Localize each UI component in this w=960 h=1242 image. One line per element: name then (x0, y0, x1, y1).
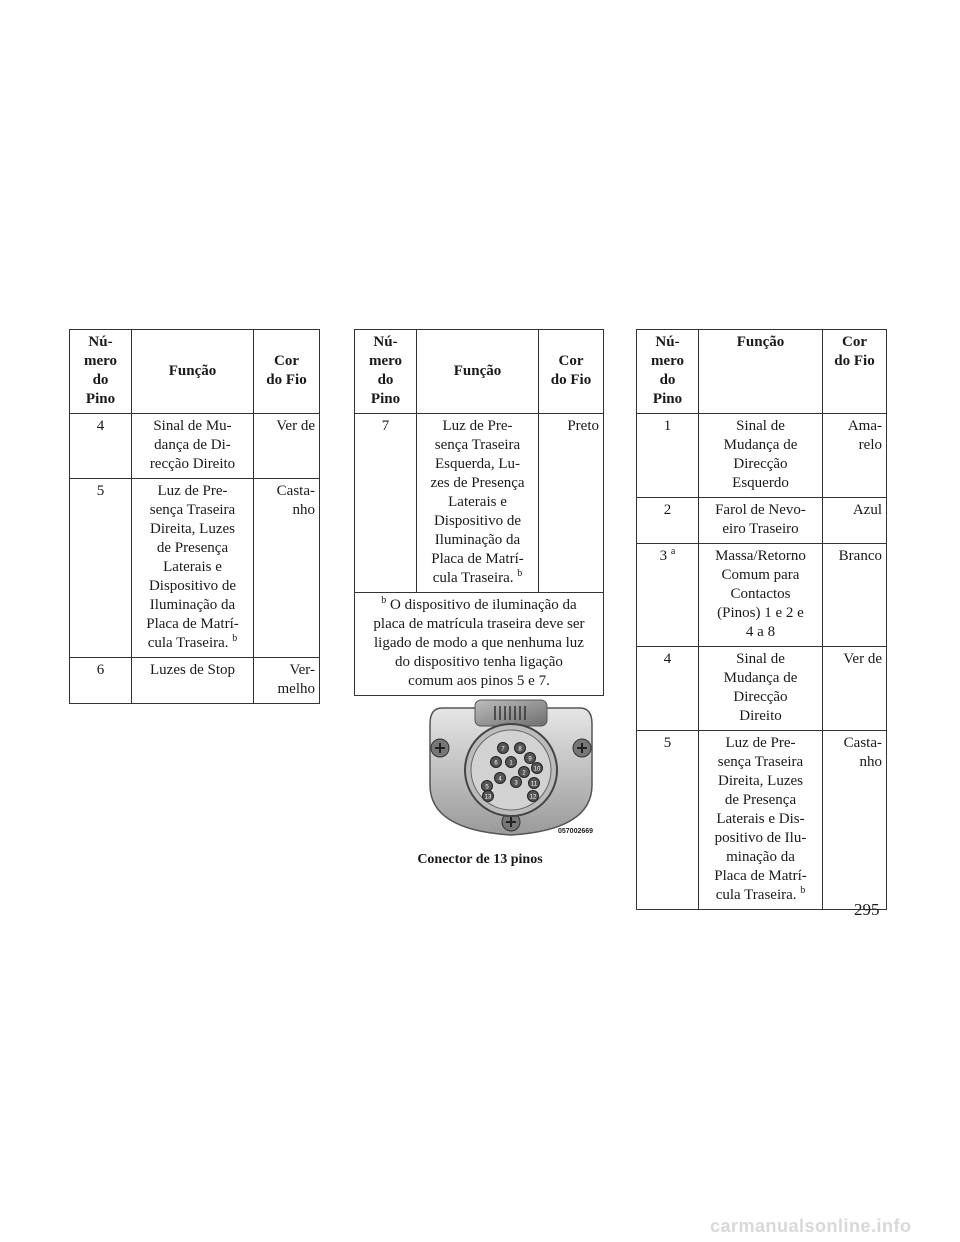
connector-pin-label: 4 (498, 776, 502, 783)
pin-number: 7 (355, 414, 417, 593)
pin-function: Luz de Pre- sença Traseira Esquerda, Lu- zes de Presença Laterais e Dispositivo de Iluminação da Placa de Matrí- cula Traseira. (430, 418, 525, 586)
connector-pin-label: 2 (522, 770, 526, 777)
header-wire-color: Cor do Fio (539, 330, 604, 414)
connector-pin-label: 9 (528, 756, 532, 763)
connector-pin-label: 6 (494, 760, 498, 767)
header-pin-number: Nú- mero do Pino (637, 330, 699, 414)
pin-table-1 (69, 329, 320, 704)
footnote-ref: a (670, 546, 676, 557)
header-wire-color: Cor do Fio (254, 330, 320, 414)
pin-number: 5 (637, 731, 699, 910)
pin-function-cell (699, 731, 823, 910)
wire-color: Casta- nho (254, 479, 320, 658)
pin-function: Sinal de Mudança de Direcção Esquerdo (699, 414, 823, 498)
wire-color: Ver de (823, 647, 887, 731)
footnote-text: O dispositivo de iluminação da placa de matrícula traseira deve ser ligado de modo a que nenhuma luz do dispositivo tenha ligação comum aos pinos 5 e 7. (373, 597, 585, 689)
pin-function: Luz de Pre- sença Traseira Direita, Luzes de Presença Laterais e Dispositivo de Iluminação da Placa de Matrí- cula Traseira. (146, 483, 239, 651)
table-row (70, 414, 320, 479)
connector-pin-label: 1 (509, 760, 513, 767)
pin-function: Massa/Retorno Comum para Contactos (Pinos) 1 e 2 e 4 a 8 (699, 544, 823, 647)
pin-number: 3 (659, 548, 668, 564)
pin-number: 2 (637, 498, 699, 544)
pin-table-3 (636, 329, 887, 910)
table-header-row (355, 330, 604, 414)
header-function: Função (132, 330, 254, 414)
pin-number-cell (637, 544, 699, 647)
footnote-marker: b (381, 595, 387, 606)
wire-color: Preto (539, 414, 604, 593)
table-header-row (70, 330, 320, 414)
footer-watermark: carmanualsonline.info (710, 1216, 912, 1236)
table-row (637, 414, 887, 498)
table-row (637, 647, 887, 731)
pin-function: Sinal de Mudança de Direcção Direito (699, 647, 823, 731)
footnote (355, 593, 604, 696)
table-row (355, 414, 604, 593)
figure-caption: Conector de 13 pinos (417, 852, 543, 867)
header-function: Função (699, 330, 823, 414)
connector-pin-label: 5 (485, 784, 489, 791)
pin-function-cell (417, 414, 539, 593)
wire-color: Casta- nho (823, 731, 887, 910)
footnote-ref: b (517, 568, 523, 579)
connector-pin-label: 8 (518, 746, 522, 753)
pin-function: Luz de Pre- sença Traseira Direita, Luzes de Presença Laterais e Dis- positivo de Ilu- minação da Placa de Matrí- cula Traseira. (714, 735, 807, 903)
pin-table-2 (354, 329, 604, 696)
header-pin-number: Nú- mero do Pino (70, 330, 132, 414)
page-number: 295 (854, 900, 880, 919)
table-row (637, 731, 887, 910)
figure-code: 057002669 (558, 828, 594, 835)
pin-number: 5 (70, 479, 132, 658)
pin-function: Luzes de Stop (132, 658, 254, 704)
pin-number: 6 (70, 658, 132, 704)
wire-color: Ama- relo (823, 414, 887, 498)
table-row (70, 658, 320, 704)
header-pin-number: Nú- mero do Pino (355, 330, 417, 414)
pin-function: Farol de Nevo- eiro Traseiro (699, 498, 823, 544)
connector-pin-label: 7 (501, 746, 505, 753)
pin-number: 4 (70, 414, 132, 479)
footnote-row (355, 593, 604, 696)
header-function: Função (417, 330, 539, 414)
pin-function-cell (132, 479, 254, 658)
pin-function: Sinal de Mu- dança de Di- recção Direito (132, 414, 254, 479)
wire-color: Ver de (254, 414, 320, 479)
connector-pin-label: 13 (484, 794, 492, 801)
connector-13-pin-illustration (420, 690, 602, 840)
wire-color: Branco (823, 544, 887, 647)
wire-color: Azul (823, 498, 887, 544)
pin-number: 1 (637, 414, 699, 498)
table-row (637, 498, 887, 544)
table-header-row (637, 330, 887, 414)
header-wire-color: Cor do Fio (823, 330, 887, 414)
connector-cover-hinge (475, 700, 547, 726)
connector-pin-label: 3 (514, 780, 518, 787)
pin-number: 4 (637, 647, 699, 731)
connector-pin-label: 10 (533, 766, 541, 773)
hinge-grille (495, 706, 525, 720)
wire-color: Ver- melho (254, 658, 320, 704)
table-row (637, 544, 887, 647)
table-row (70, 479, 320, 658)
connector-pin-label: 12 (529, 794, 537, 801)
connector-pin-label: 11 (530, 781, 538, 788)
footnote-ref: b (232, 633, 238, 644)
footnote-ref: b (800, 885, 806, 896)
